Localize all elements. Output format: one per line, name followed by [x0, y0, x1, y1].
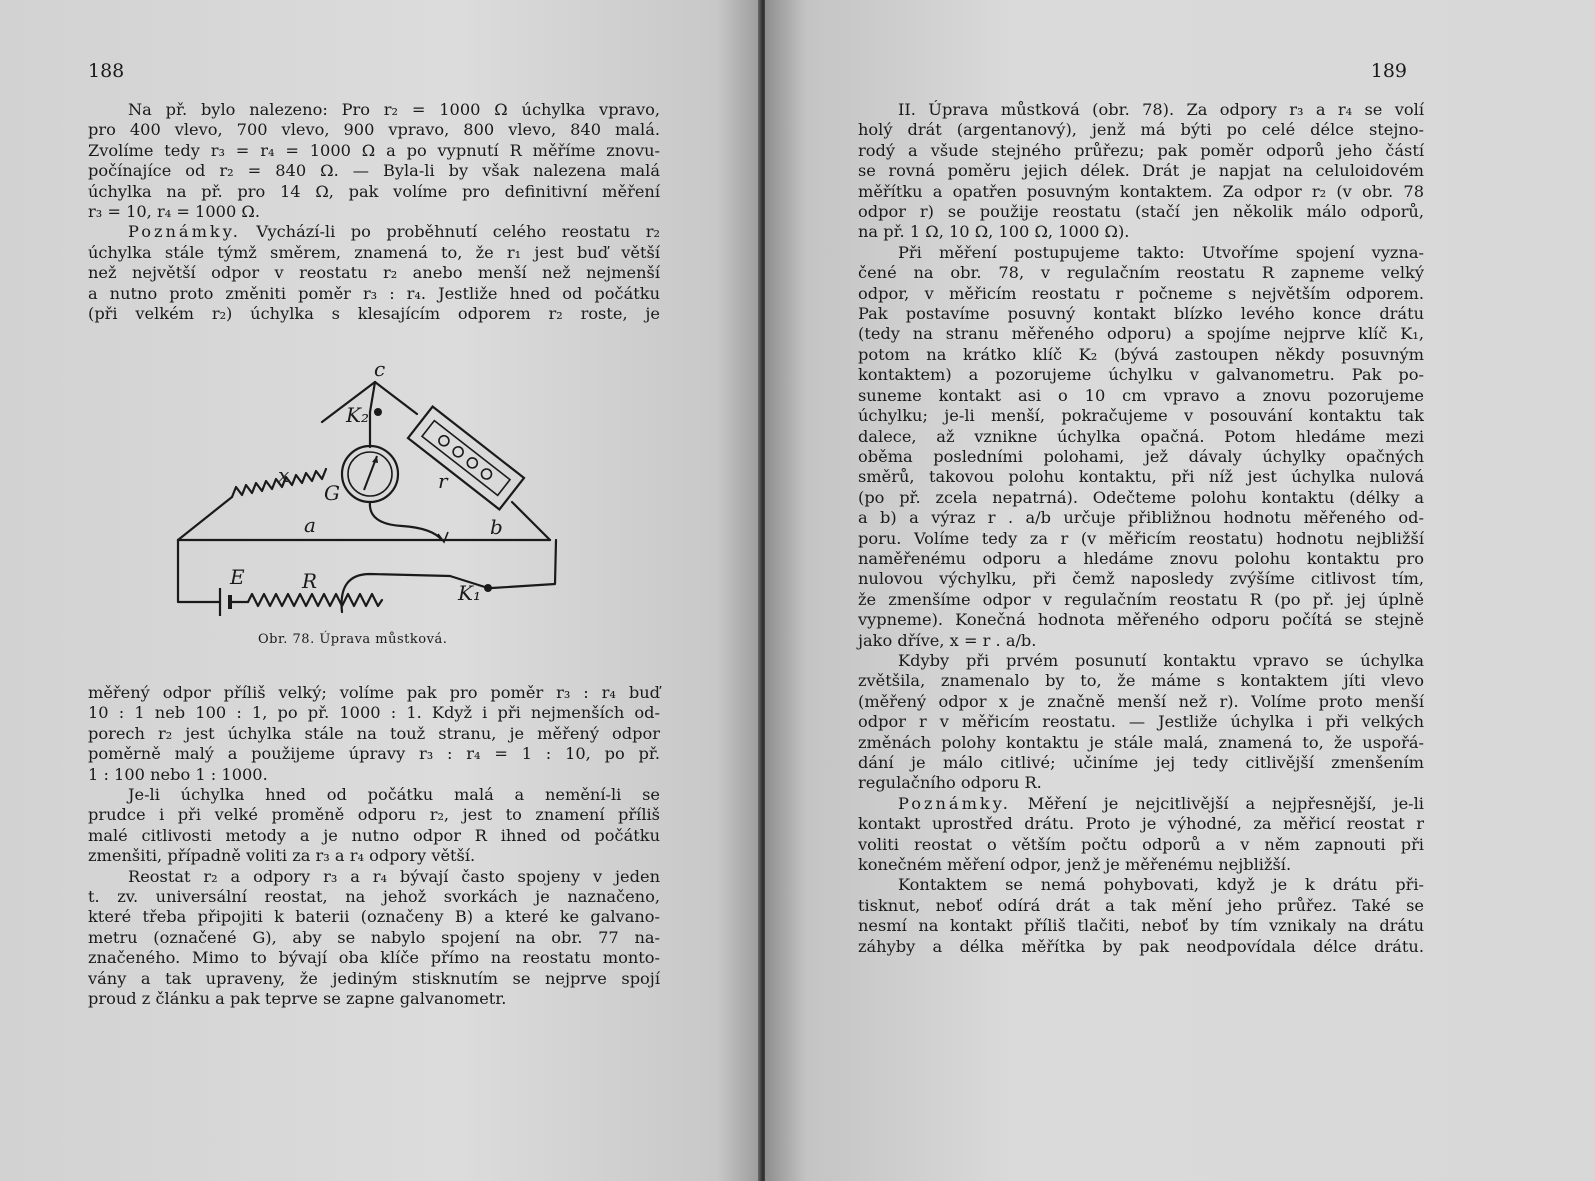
text-line: odpor, v měřicím reostatu r počneme s největším odporem.	[858, 283, 1424, 303]
label-e: E	[230, 565, 245, 589]
page-number: 188	[88, 60, 125, 82]
text-line: t. zv. universální reostat, na jehož svorkách je naznačeno,	[88, 887, 660, 907]
text-line: a nutno proto změniti poměr r₃ : r₄. Jestliže hned od počátku	[88, 283, 660, 303]
resistance-box-r	[408, 407, 524, 510]
galvanometer-wire-bottom	[370, 502, 442, 540]
note-text: Měření je nejcitlivější a nejpřesnější, je-li	[1027, 793, 1424, 813]
text-line: (při velkém r₂) úchylka s klesajícím odporem r₂ roste, je	[88, 304, 660, 324]
key-k1-contact	[484, 584, 492, 592]
text-line: Kontaktem se nemá pohybovati, když je k drátu při-	[898, 875, 1424, 895]
text-line: metru (označené G), aby se nabylo spojení na obr. 77 na-	[88, 927, 660, 947]
text-line: že zmenšíme odpor v regulačním reostatu R (po př. jej úplně	[858, 589, 1424, 609]
bridge-wire-left	[178, 497, 232, 540]
text-line: vány a tak upraveny, že jediným stisknutím se nejprve spojí	[88, 968, 660, 988]
text-line: (tedy na stranu měřeného odporu) a spojíme nejprve klíč K₁,	[858, 324, 1424, 344]
text-block-top	[88, 100, 660, 324]
text-line: dalece, až vznikne úchylka opačná. Potom hledáme mezi	[858, 426, 1424, 446]
bridge-wire-right-top	[375, 382, 417, 414]
text-line: na př. 1 Ω, 10 Ω, 100 Ω, 1000 Ω).	[858, 222, 1130, 242]
text-line: se rovná poměru jejich délek. Drát je napjat na celuloidovém	[858, 161, 1424, 181]
text-line: záhyby a délka měřítka by pak neodpovídala délce drátu.	[858, 936, 1424, 956]
text-line: Na př. bylo nalezeno: Pro r₂ = 1000 Ω úchylka vpravo,	[128, 100, 660, 119]
key-k2-contact	[374, 408, 382, 416]
page-number: 189	[1370, 60, 1407, 82]
text-line: měřítku a opatřen posuvným kontaktem. Za odpor r₂ (v obr. 78	[858, 181, 1424, 201]
text-line: 10 : 1 neb 100 : 1, po př. 1000 : 1. Když i při nejmenších od-	[88, 703, 660, 723]
right-page	[765, 0, 1595, 1181]
text-line: prudce i při velké proměně odporu r₂, jest to znamení příliš	[88, 805, 660, 825]
text-line: Při měření postupujeme takto: Utvoříme spojení vyzna-	[898, 242, 1424, 262]
text-line: změnách polohy kontaktu je stále malá, znamená to, že uspořá-	[858, 732, 1424, 752]
label-k1: K₁	[458, 581, 481, 605]
text-line: regulačního odporu R.	[858, 773, 1042, 793]
text-line	[88, 222, 660, 242]
text-line: Pak postavíme posuvný kontakt blízko levého konce drátu	[858, 304, 1424, 324]
bridge-wire-right	[512, 502, 550, 540]
text-line: odpor r v měřicím reostatu. — Jestliže úchylka i při velkých	[858, 712, 1424, 732]
text-line: zmenšiti, případně voliti za r₃ a r₄ odpory větší.	[88, 846, 476, 866]
text-line: poru. Volíme tedy za r (v měřicím reostatu) hodnotu nejbližší	[858, 528, 1424, 548]
text-line: vypneme). Konečná hodnota měřeného odporu počítá se stejně	[858, 610, 1424, 630]
text-line: nesmí na kontakt příliš tlačiti, neboť by tím vznikaly na drátu	[858, 916, 1424, 936]
text-line: 1 : 100 nebo 1 : 1000.	[88, 764, 268, 784]
text-line: (měřený odpor x je značně menší než r). Volíme proto menší	[858, 691, 1424, 711]
text-line: Zvolíme tedy r₃ = r₄ = 1000 Ω a po vypnutí R měříme znovu-	[88, 140, 660, 160]
text-line: kontakt uprostřed drátu. Proto je výhodné, za měřicí reostat r	[858, 814, 1424, 834]
label-b: b	[490, 515, 503, 539]
text-line: malé citlivosti metody a je nutno odpor R ihned od počátku	[88, 825, 660, 845]
text-line: nulovou výchylku, při čemž naposledy zvýšíme citlivost tím,	[858, 569, 1424, 589]
text-line: pro 400 vlevo, 700 vlevo, 900 vpravo, 800 vlevo, 840 malá.	[88, 120, 660, 140]
text-line: Je-li úchylka hned od počátku malá a nemění-li se	[128, 785, 660, 805]
text-line: úchylka stále týmž směrem, znamená to, že r₁ jest buď větší	[88, 242, 660, 262]
text-line	[858, 794, 1424, 814]
text-line: rodý a všude stejného průřezu; pak poměr odporů jeho částí	[858, 140, 1424, 160]
label-k2: K₂	[346, 403, 369, 427]
text-line: naměřenému odporu a hledáme znovu polohu kontaktu pro	[858, 548, 1424, 568]
text-line: poměrně malý a použijeme úpravy r₃ : r₄ = 1 : 10, po př.	[88, 744, 660, 764]
text-line: Reostat r₂ a odpory r₃ a r₄ bývají často spojeny v jeden	[128, 866, 660, 886]
text-line: II. Úprava můstková (obr. 78). Za odpory r₃ a r₄ se volí	[898, 100, 1424, 119]
text-block	[858, 100, 1424, 957]
text-line: Kdyby při prvém posunutí kontaktu vpravo se úchylka	[898, 650, 1424, 670]
text-line: úchylku; je-li menší, pokračujeme v posouvání kontaktu tak	[858, 406, 1424, 426]
label-x: x	[278, 463, 290, 487]
text-block-bottom	[88, 683, 660, 1010]
text-line: oběma posledními polohami, jež dávaly úchylky opačných	[858, 446, 1424, 466]
text-line: kontaktem) a pozorujeme úchylku v galvanometru. Pak po-	[858, 365, 1424, 385]
label-c: c	[374, 362, 386, 381]
text-line: a b) a výraz r . a/b určuje přibližnou hodnotu měřeného od-	[858, 508, 1424, 528]
text-line: r₃ = 10, r₄ = 1000 Ω.	[88, 202, 260, 222]
wheatstone-bridge-diagram	[170, 362, 570, 632]
text-line: značeného. Mimo to bývají oba klíče přímo na reostatu monto-	[88, 948, 660, 968]
text-line: než největší odpor v reostatu r₂ anebo menší než nejmenší	[88, 263, 660, 283]
text-line: měřený odpor příliš velký; volíme pak pro poměr r₃ : r₄ buď	[88, 683, 660, 702]
text-line: dání je málo citlivé; učiníme jej tedy citlivější zmenšením	[858, 753, 1424, 772]
text-line: proud z článku a pak teprve se zapne galvanometr.	[88, 989, 507, 1009]
text-line: zvětšila, znamenalo by to, že máme s kontaktem jíti vlevo	[858, 671, 1424, 691]
text-line: tisknut, neboť odírá drát a tak mění jeho průřez. Také se	[858, 895, 1424, 915]
text-line: odpor r) se použije reostatu (stačí jen několik málo odporů,	[858, 202, 1424, 222]
label-g: G	[324, 481, 340, 505]
text-line: úchylka na př. pro 14 Ω, pak volíme pro definitivní měření	[88, 181, 660, 201]
battery-wire-right	[492, 540, 556, 588]
text-line: čené na obr. 78, v regulačním reostatu R zapneme velký	[858, 263, 1424, 283]
text-line: které třeba připojiti k baterii (označeny B) a které ke galvano-	[88, 907, 660, 927]
rheostat-slider	[342, 574, 450, 612]
text-line: suneme kontakt asi o 10 cm vpravo a znovu pozorujeme	[858, 385, 1424, 405]
label-r: r	[438, 469, 448, 493]
text-line: konečném měření odpor, jenž je měřenému nejbližší.	[858, 855, 1292, 875]
text-line: holý drát (argentanový), jenž má býti po celé délce stejno-	[858, 120, 1424, 140]
label-rheostat: R	[302, 569, 318, 593]
text-line: porech r₂ jest úchylka stále na touž stranu, je měřený odpor	[88, 723, 660, 743]
text-line: voliti reostat o větším počtu odporů a v něm zapnouti při	[858, 834, 1424, 854]
text-line: (po př. zcela nepatrná). Odečteme polohu kontaktu (délky a	[858, 487, 1424, 507]
left-page	[0, 0, 762, 1181]
text-line: počínajíce od r₂ = 840 Ω. — Byla-li by však nalezena malá	[88, 161, 660, 181]
note-text: Vychází-li po proběhnutí celého reostatu r₂	[256, 222, 660, 242]
note-heading: Poznámky.	[898, 793, 1011, 813]
text-line: potom na krátko klíč K₂ (bývá zastoupen někdy posuvným	[858, 344, 1424, 364]
note-heading: Poznámky.	[128, 222, 241, 242]
text-line: jako dříve, x = r . a/b.	[858, 630, 1037, 650]
battery-wire-left	[178, 540, 220, 602]
text-line: směrů, takovou polohu kontaktu, při níž jest úchylka nulová	[858, 467, 1424, 487]
figure-caption: Obr. 78. Úprava můstková.	[258, 632, 448, 647]
label-a: a	[304, 513, 316, 537]
rheostat-r	[248, 594, 382, 606]
galvanometer	[342, 446, 398, 502]
